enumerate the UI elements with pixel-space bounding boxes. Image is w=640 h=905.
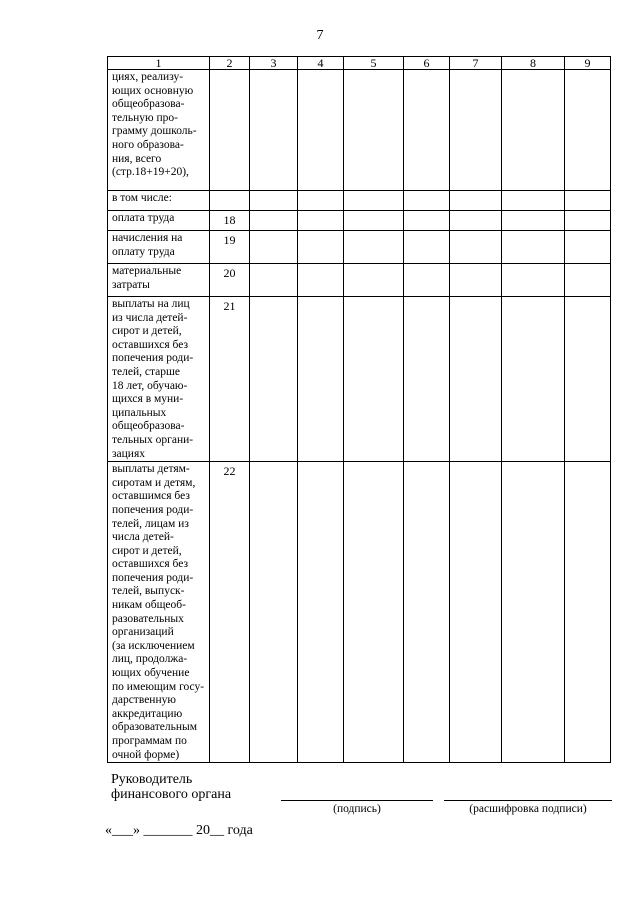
signatory-title-line2: финансового органа — [111, 787, 232, 802]
column-header: 9 — [565, 57, 611, 70]
column-header: 3 — [250, 57, 298, 70]
column-header: 4 — [298, 57, 344, 70]
signatory-title — [111, 772, 231, 802]
report-table — [107, 56, 611, 763]
row-code: 18 — [210, 211, 250, 231]
row-label: выплаты детям- сиротам и детям, оставшимся без попечения роди- телей, лицам из числа детей- сирот и детей, оставшихся без попечения роди- телей, выпуск- никам общеоб- разовательных организаций (за исключением лиц, продолжа- ющих обучение по имеющим госу- дарственную аккредитацию образовательным программам по очной форме) — [108, 462, 210, 763]
row-code — [210, 70, 250, 191]
row-label: выплаты на лиц из числа детей- сирот и детей, оставшихся без попечения роди- телей, старше 18 лет, обучаю- щихся в муни- ципальных общеобразова- тельных органи- зациях — [108, 297, 210, 462]
row-code: 19 — [210, 231, 250, 264]
column-header: 6 — [404, 57, 450, 70]
column-header: 5 — [344, 57, 404, 70]
table-row — [108, 70, 611, 191]
signatory-title-line1: Руководитель — [111, 772, 193, 787]
row-code: 22 — [210, 462, 250, 763]
signature-caption: (подпись) — [333, 803, 381, 815]
table-row — [108, 211, 611, 231]
table-row — [108, 462, 611, 763]
signature-line — [281, 800, 433, 801]
table-row — [108, 297, 611, 462]
row-code: 20 — [210, 264, 250, 297]
table-header-row — [108, 57, 611, 70]
table-row — [108, 191, 611, 211]
table-row — [108, 264, 611, 297]
row-code: 21 — [210, 297, 250, 462]
row-label: в том числе: — [108, 191, 210, 211]
date-line: «___» _______ 20__ года — [105, 823, 253, 838]
row-label: оплата труда — [108, 211, 210, 231]
row-code — [210, 191, 250, 211]
signature-decoding-line — [444, 800, 612, 801]
column-header: 1 — [108, 57, 210, 70]
column-header: 7 — [450, 57, 502, 70]
page-number: 7 — [316, 28, 324, 43]
row-label: циях, реализу- ющих основную общеобразова- тельную про- грамму дошколь- ного образова- ния, всего (стр.18+19+20), — [108, 70, 210, 191]
row-label: начисления на оплату труда — [108, 231, 210, 264]
row-label: материальные затраты — [108, 264, 210, 297]
table-row — [108, 231, 611, 264]
column-header: 2 — [210, 57, 250, 70]
signature-decoding-caption: (расшифровка подписи) — [469, 803, 587, 815]
column-header: 8 — [502, 57, 565, 70]
